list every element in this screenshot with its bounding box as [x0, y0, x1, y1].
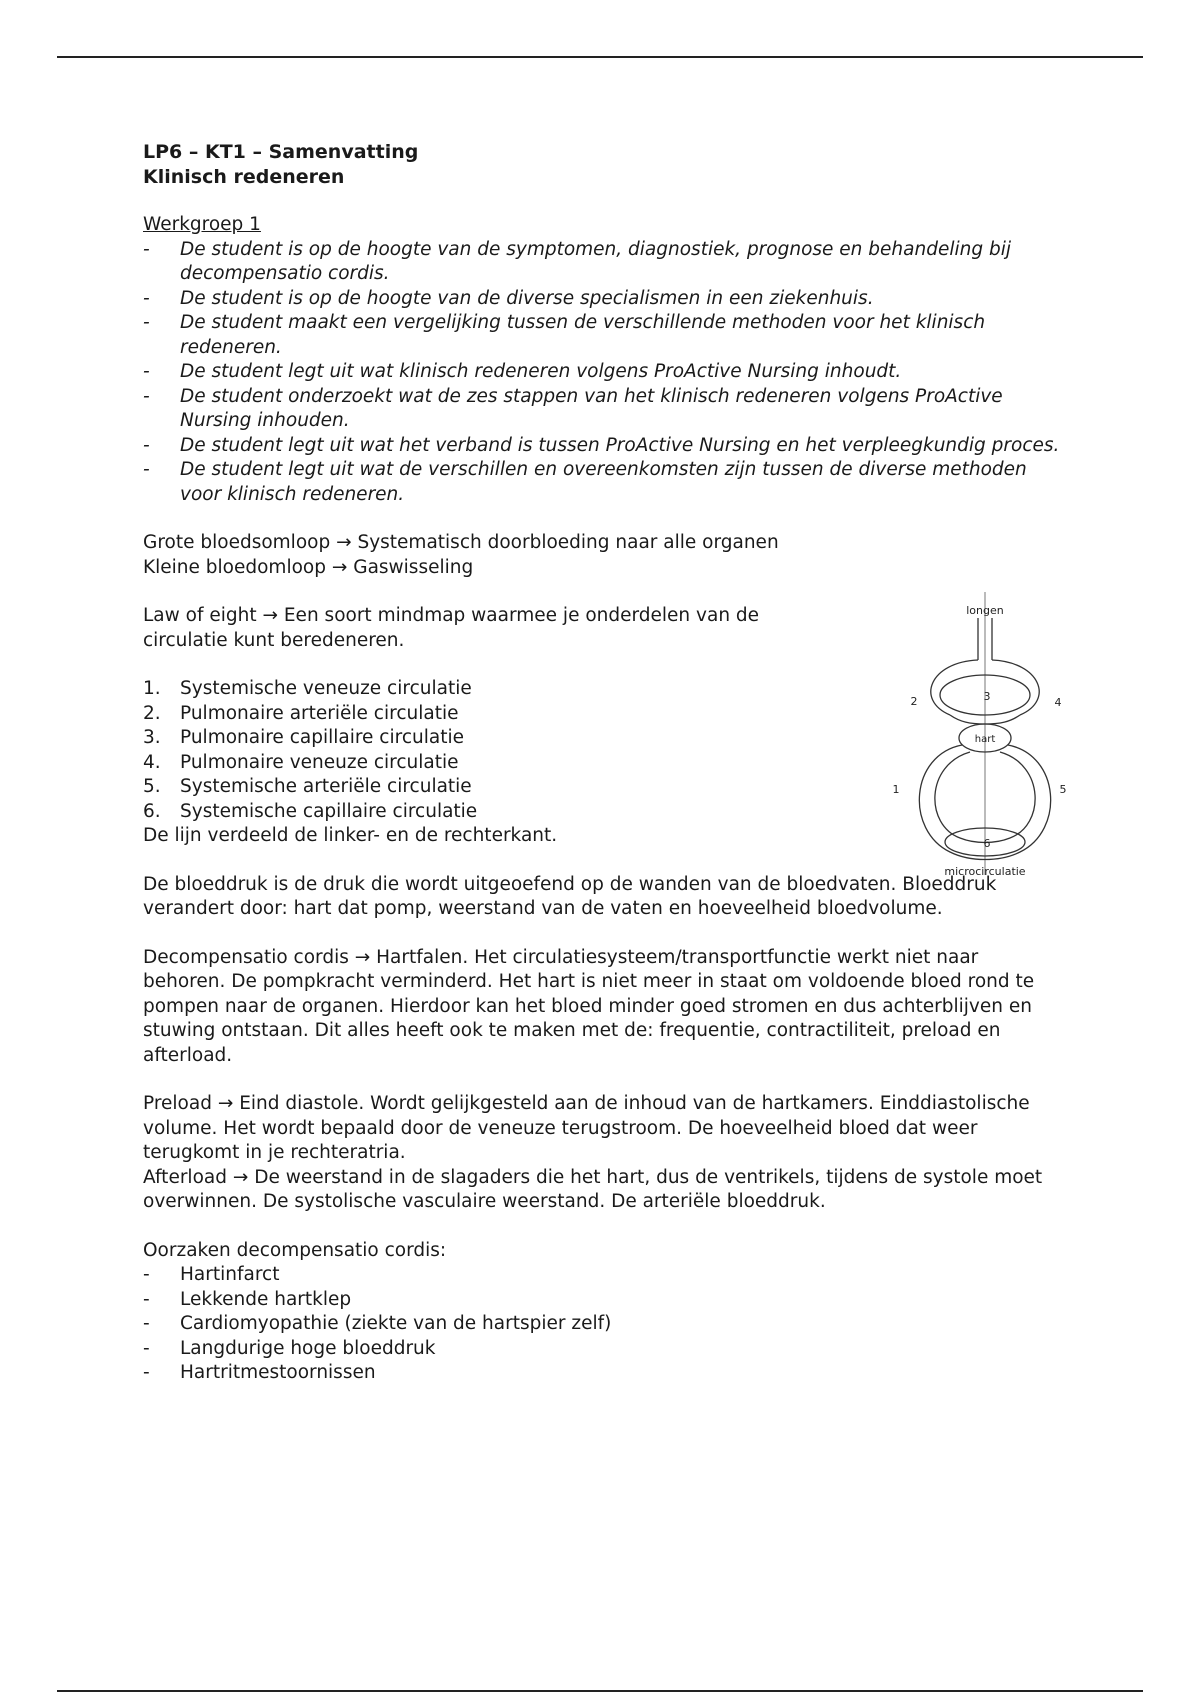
diagram-number: 1	[892, 783, 900, 796]
cause-item: - Hartritmestoornissen	[143, 1361, 1063, 1386]
law-item: 5. Systemische arteriële circulatie	[143, 776, 472, 797]
circulation-line: Kleine bloedomloop → Gaswisseling	[143, 556, 474, 578]
law-item: 2. Pulmonaire arteriële circulatie	[143, 702, 459, 724]
preload-paragraph: Preload → Eind diastole. Wordt gelijkgesteld aan de inhoud van de hartkamers. Einddiastolische volume. Het wordt bepaald door de veneuze terugstroom. De hoeveelheid bloed dat weer terugkomt in je rechteratria.	[143, 1093, 1030, 1163]
law-item: 3. Pulmonaire capillaire circulatie	[143, 727, 464, 748]
objective-item: - De student maakt een vergelijking tussen de verschillende methoden voor het klinisch redeneren.	[143, 311, 1063, 360]
cause-item: - Lekkende hartklep	[143, 1288, 1063, 1313]
doc-title: LP6 – KT1 – Samenvatting	[143, 141, 419, 163]
diagram-label-microcirculatie: microcirculatie	[944, 865, 1026, 878]
decompensatio-paragraph: Decompensatio cordis → Hartfalen. Het circulatiesysteem/transportfunctie werkt niet naar behoren. De pompkracht verminderd. Het hart is niet meer in staat om voldoende bloed rond te pompen naar de organen. Hierdoor kan het bloed minder goed stromen en dus achterblijven en stuwing ontstaan. Dit alles heeft ook te maken met de: frequentie, contractiliteit, preload en afterload.	[143, 946, 1035, 1066]
causes-list	[143, 1263, 1063, 1386]
afterload-paragraph: Afterload → De weerstand in de slagaders die het hart, dus de ventrikels, tijdens de systole moet overwinnen. De systolische vasculaire weerstand. De arteriële bloeddruk.	[143, 1166, 1043, 1212]
werkgroep-heading: Werkgroep 1	[143, 214, 261, 235]
diagram-label-longen: longen	[966, 604, 1004, 617]
diagram-number: 2	[910, 695, 918, 708]
causes-heading: Oorzaken decompensatio cordis:	[143, 1239, 447, 1261]
law-of-eight-diagram	[890, 590, 1070, 880]
circulation-line: Grote bloedsomloop → Systematisch doorbloeding naar alle organen	[143, 532, 779, 553]
top-rule	[57, 56, 1143, 58]
objective-item: - De student is op de hoogte van de diverse specialismen in een ziekenhuis.	[143, 287, 1063, 312]
bottom-rule	[57, 1690, 1143, 1692]
bloeddruk-paragraph: De bloeddruk is de druk die wordt uitgeoefend op de wanden van de bloedvaten. Bloeddruk verandert door: hart dat pomp, weerstand van de vaten en hoeveelheid bloedvolume.	[143, 873, 997, 919]
objective-item: - De student onderzoekt wat de zes stappen van het klinisch redeneren volgens ProActive Nursing inhouden.	[143, 385, 1063, 434]
doc-subtitle: Klinisch redeneren	[143, 165, 345, 188]
diagram-number: 5	[1059, 783, 1067, 796]
law-item: 6. Systemische capillaire circulatie	[143, 800, 478, 822]
law-note: De lijn verdeeld de linker- en de rechterkant.	[143, 825, 558, 846]
law-item: 4. Pulmonaire veneuze circulatie	[143, 751, 459, 773]
law-item: 1. Systemische veneuze circulatie	[143, 678, 472, 699]
diagram-number: 3	[983, 690, 991, 703]
cause-item: - Langdurige hoge bloeddruk	[143, 1337, 1063, 1362]
cause-item: - Cardiomyopathie (ziekte van de hartspier zelf)	[143, 1312, 1063, 1337]
diagram-number: 6	[983, 837, 991, 850]
objectives-list	[143, 238, 1063, 508]
law-of-eight-text: Law of eight → Een soort mindmap waarmee je onderdelen van de circulatie kunt beredeneren.	[143, 605, 760, 651]
objective-item: - De student legt uit wat de verschillen en overeenkomsten zijn tussen de diverse methoden voor klinisch redeneren.	[143, 458, 1063, 507]
objective-item: - De student legt uit wat klinisch redeneren volgens ProActive Nursing inhoudt.	[143, 360, 1063, 385]
diagram-number: 4	[1054, 696, 1062, 709]
objective-item: - De student legt uit wat het verband is tussen ProActive Nursing en het verpleegkundig proces.	[143, 434, 1063, 459]
cause-item: - Hartinfarct	[143, 1263, 1063, 1288]
diagram-label-hart: hart	[974, 734, 996, 745]
objective-item: - De student is op de hoogte van de symptomen, diagnostiek, prognose en behandeling bij decompensatio cordis.	[143, 238, 1063, 287]
